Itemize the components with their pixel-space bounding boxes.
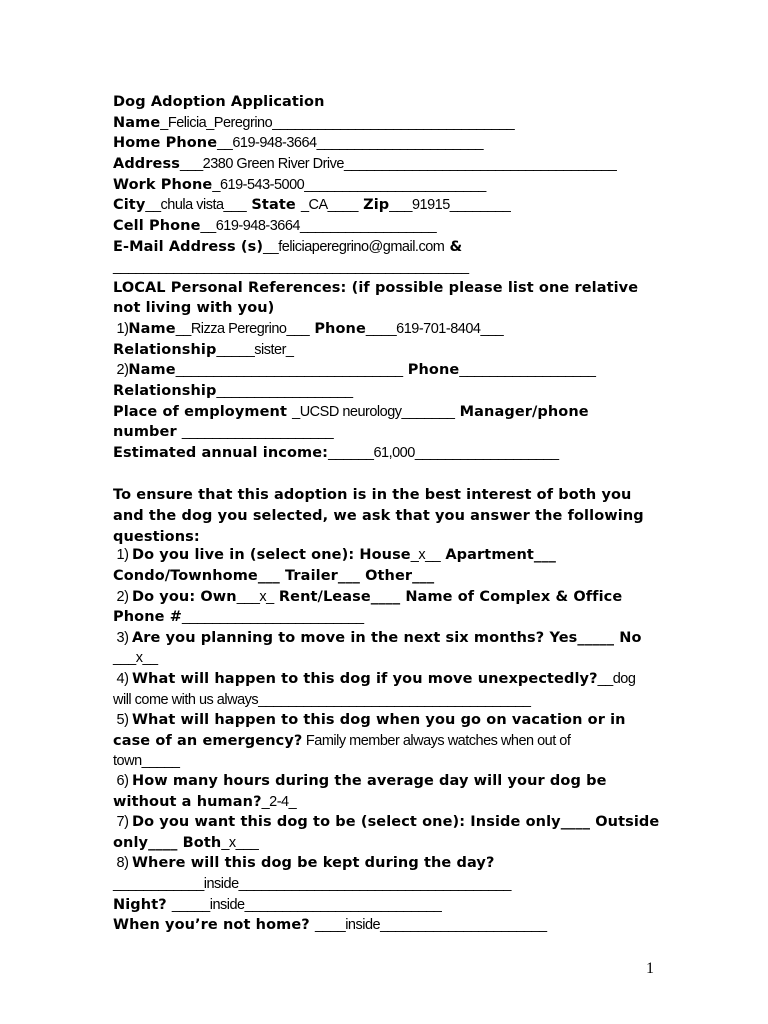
employment-field: Place of employment _UCSD neurology_______ Manager/phone <box>113 404 589 420</box>
question-6-line-2: without a human?_2-4_ <box>113 794 297 810</box>
employment-value: _UCSD neurology_______ <box>292 404 455 420</box>
income-field: Estimated annual income:______61,000___________________ <box>113 445 559 461</box>
email-continuation-line: _______________________________________________ <box>113 259 469 275</box>
question-7-line-2: only____ Both_x___ <box>113 835 259 851</box>
question-6: 6) How many hours during the average day will your dog be <box>113 773 607 789</box>
state-value: _CA____ <box>300 197 358 213</box>
cell-phone-value: 619-948-3664 <box>215 218 300 234</box>
name-field: Name_Felicia_Peregrino________________________________ <box>113 115 515 131</box>
reference-2-relationship: Relationship__________________ <box>113 383 353 399</box>
name-value: Felicia_Peregrino <box>167 115 273 131</box>
question-8-night: Night? _____inside__________________________ <box>113 897 442 913</box>
q2-own-answer: ___x_ <box>236 589 274 605</box>
income-value: ______61,000___________________ <box>328 445 559 461</box>
address-value: 2380 Green River Drive <box>202 156 344 172</box>
zip-value: ___91915________ <box>389 197 511 213</box>
question-8: 8) Where will this dog be kept during the day? <box>113 855 495 871</box>
q4-answer: __dog <box>597 671 636 687</box>
city-state-zip-field: City__chula vista___ State _CA____ Zip___91915________ <box>113 197 511 213</box>
question-4-answer-line-2: will come with us always____________________________________ <box>113 692 531 708</box>
cell-phone-field: Cell Phone__619-948-3664__________________ <box>113 218 437 234</box>
reference-1-relationship: Relationship_____sister_ <box>113 342 294 358</box>
question-5-answer-line-2: town_____ <box>113 753 180 769</box>
q1-house-answer: _x__ <box>410 547 441 563</box>
intro-line-3: questions: <box>113 529 200 545</box>
references-heading-line-2: not living with you) <box>113 300 275 316</box>
question-1: 1) Do you live in (select one): House_x__ Apartment___ <box>113 547 556 563</box>
reference-1-name-phone: 1)Name__Rizza Peregrino___ Phone____619-701-8404___ <box>113 321 504 337</box>
address-field: Address___2380 Green River Drive____________________________________ <box>113 156 617 172</box>
question-3-answer: ___x__ <box>113 650 158 666</box>
q6-answer: _2-4_ <box>261 794 297 810</box>
work-phone-value: 619-543-5000 <box>219 177 305 193</box>
work-phone-field: Work Phone_619-543-5000________________________ <box>113 177 486 193</box>
question-4: 4) What will happen to this dog if you move unexpectedly?__dog <box>113 671 636 687</box>
q8-not-home-answer: ____inside______________________ <box>314 917 547 933</box>
reference-1-relationship-value: _____sister_ <box>216 342 294 358</box>
page-number: 1 <box>646 960 654 977</box>
question-3: 3) Are you planning to move in the next six months? Yes_____ No <box>113 630 642 646</box>
question-8-not-home: When you’re not home? ____inside______________________ <box>113 917 547 933</box>
q8-night-answer: _____inside__________________________ <box>171 897 442 913</box>
references-heading: LOCAL Personal References: (if possible please list one relative <box>113 280 639 296</box>
intro-line-1: To ensure that this adoption is in the best interest of both you <box>113 487 632 503</box>
home-phone-field: Home Phone__619-948-3664______________________ <box>113 135 484 151</box>
question-1-line-2: Condo/Townhome___ Trailer___ Other___ <box>113 568 435 584</box>
question-2-line-2: Phone #________________________ <box>113 609 364 625</box>
home-phone-value: 619-948-3664 <box>232 135 317 151</box>
reference-1-phone-value: ____619-701-8404___ <box>365 321 504 337</box>
question-5: 5) What will happen to this dog when you go on vacation or in <box>113 712 626 728</box>
question-2: 2) Do you: Own___x_ Rent/Lease____ Name of Complex & Office <box>113 589 623 605</box>
question-8-day-answer: ____________inside____________________________________ <box>113 876 511 892</box>
q7-both-answer: _x___ <box>221 835 259 851</box>
form-title: Dog Adoption Application <box>113 94 325 110</box>
question-5-line-2: case of an emergency? Family member always watches when out of <box>113 733 571 749</box>
intro-line-2: and the dog you selected, we ask that you answer the following <box>113 508 644 524</box>
q5-answer: Family member always watches when out of <box>302 733 571 749</box>
reference-1-name-value: __Rizza Peregrino___ <box>175 321 310 337</box>
email-field: E-Mail Address (s)__feliciaperegrino@gmail.com & <box>113 239 463 255</box>
manager-number-field: number ____________________ <box>113 424 334 440</box>
question-7: 7) Do you want this dog to be (select one): Inside only____ Outside <box>113 814 660 830</box>
city-value: __chula vista___ <box>145 197 247 213</box>
reference-2-name-phone: 2)Name______________________________ Phone__________________ <box>113 362 596 378</box>
email-value: __feliciaperegrino@gmail.com <box>263 239 445 255</box>
